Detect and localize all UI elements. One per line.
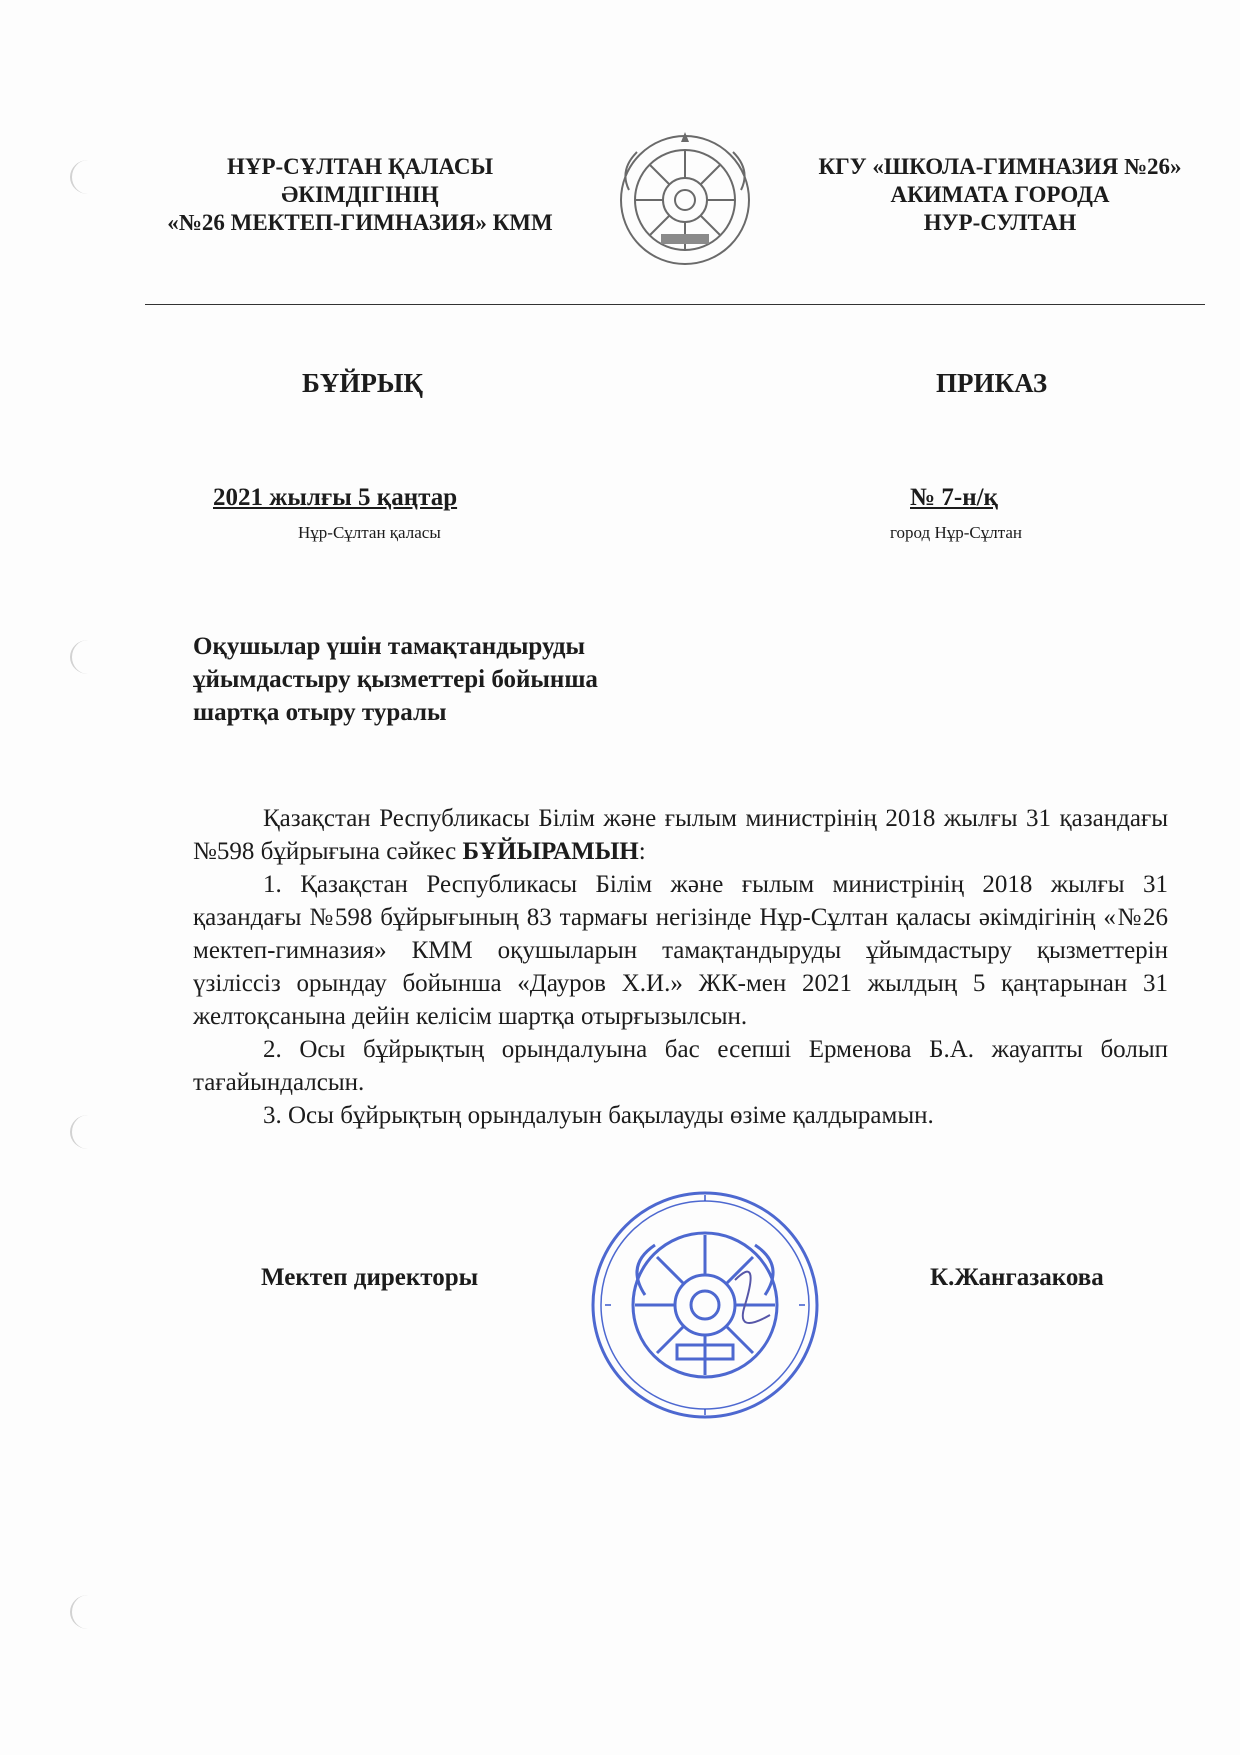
signatory-title: Мектеп директоры — [261, 1264, 479, 1291]
header-kazakh-line: «№26 МЕКТЕП-ГИМНАЗИЯ» КММ — [167, 210, 553, 235]
intro-command: БҰЙЫРАМЫН — [462, 838, 639, 865]
intro-end: : — [638, 838, 646, 865]
intro-text: Қазақстан Республикасы Білім және ғылым министрінің 2018 жылғы 31 қазандағы №598 бұйрығына сәйкес — [193, 805, 1168, 865]
header-kazakh — [140, 153, 580, 237]
city-kazakh: Нұр-Сұлтан қаласы — [298, 523, 441, 542]
header-kazakh-line: ӘКІМДІГІНІҢ — [281, 182, 439, 207]
header-russian-line: КГУ «ШКОЛА-ГИМНАЗИЯ №26» — [818, 154, 1182, 179]
order-number: № 7-н/қ — [910, 484, 998, 511]
body-item-1: 1. Қазақстан Республикасы Білім және ғылым министрінің 2018 жылғы 31 қазандағы №598 бұйрығының 83 тармағы негізінде Нұр-Сұлтан қаласы әкімдігінің «№26 мектеп-гимназия» КММ оқушыларын тамақтандыруды ұйымдастыру қызметтерін үзіліссіз орындау бойынша «Дауров Х.И.» ЖК-мен 2021 жылдың 5 қаңтарынан 31 желтоқсанына дейін келісім шартқа отырғызылсын. — [193, 871, 1168, 1030]
punch-hole-mark — [70, 640, 106, 674]
title-kazakh: БҰЙРЫҚ — [302, 368, 423, 398]
state-emblem-icon — [615, 130, 755, 270]
order-date: 2021 жылғы 5 қаңтар — [213, 484, 458, 511]
header-russian-line: АКИМАТА ГОРОДА — [890, 182, 1110, 207]
punch-hole-mark — [70, 1115, 106, 1149]
header-russian — [780, 153, 1220, 237]
body-intro — [193, 802, 1168, 868]
subject-line: Оқушылар үшін тамақтандыруды — [193, 633, 586, 660]
body-item-3: 3. Осы бұйрықтың орындалуын бақылауды өзіме қалдырамын. — [263, 1102, 934, 1129]
city-russian: город Нұр-Сұлтан — [890, 523, 1022, 542]
subject-line: ұйымдастыру қызметтері бойынша — [193, 666, 598, 693]
header-divider — [145, 304, 1205, 305]
punch-hole-mark — [70, 160, 106, 194]
signatory-name: К.Жангазакова — [930, 1264, 1104, 1291]
title-russian: ПРИКАЗ — [936, 368, 1048, 398]
stamp-seal-icon — [585, 1185, 825, 1425]
order-body — [193, 802, 1168, 1132]
header-russian-line: НУР-СУЛТАН — [923, 210, 1077, 235]
subject-line: шартқа отыру туралы — [193, 699, 447, 726]
punch-hole-mark — [70, 1595, 106, 1629]
order-subject — [193, 630, 713, 729]
body-item-2: 2. Осы бұйрықтың орындалуына бас есепші Ерменова Б.А. жауапты болып тағайындалсын. — [193, 1036, 1168, 1096]
header-kazakh-line: НҰР-СҰЛТАН ҚАЛАСЫ — [226, 154, 494, 179]
